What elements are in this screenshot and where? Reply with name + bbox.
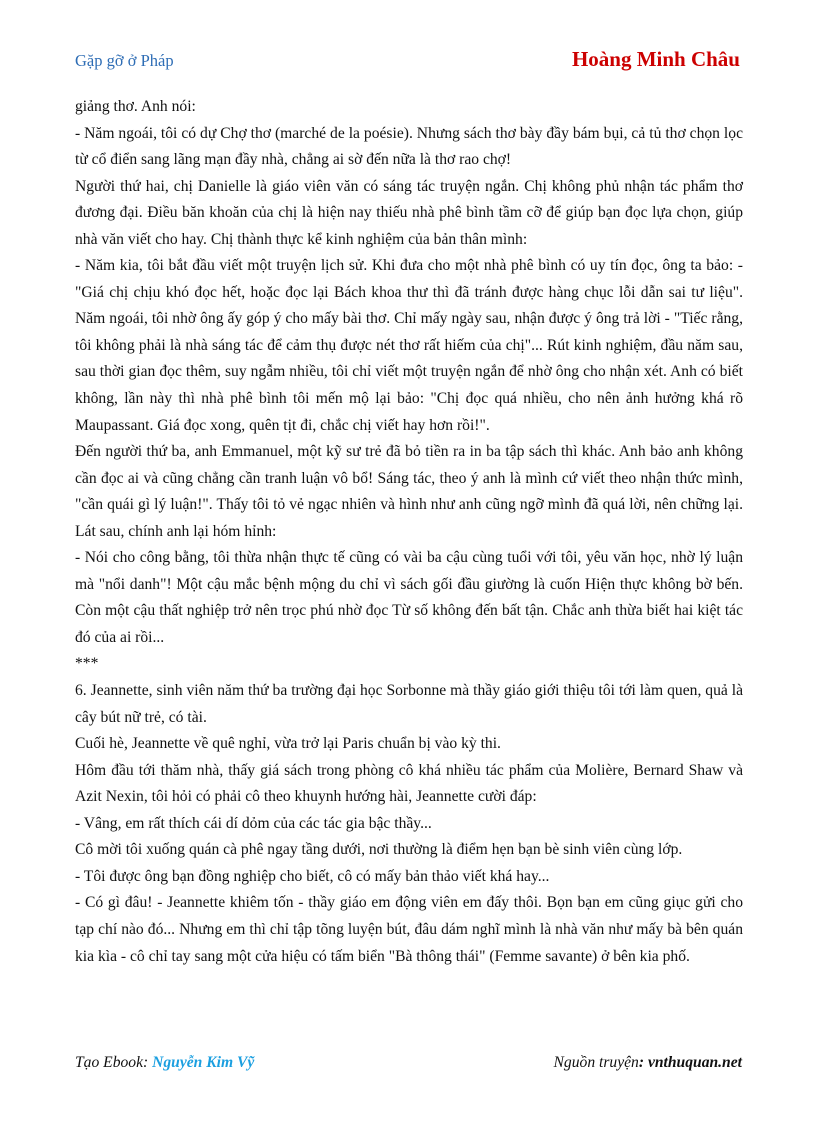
paragraph: Hôm đầu tới thăm nhà, thấy giá sách trong phòng cô khá nhiều tác phẩm của Molière, Bernard Shaw và Azit Nexin, tôi hỏi có phải cô theo khuynh hướng hài, Jeannette cười đáp: <box>75 761 743 806</box>
book-title: Gặp gỡ ở Pháp <box>75 51 174 70</box>
paragraph: giảng thơ. Anh nói: <box>75 98 196 115</box>
paragraph: - Năm ngoái, tôi có dự Chợ thơ (marché de la poésie). Nhưng sách thơ bày đầy bám bụi, cả tủ thơ chọn lọc từ cổ điển sang lãng mạn đầy nhà, chẳng ai sờ đến nữa là thơ rao chợ! <box>75 124 743 169</box>
section-separator: *** <box>75 655 99 673</box>
ebook-credit-separator: : <box>143 1054 153 1071</box>
paragraph: - Nói cho công bằng, tôi thừa nhận thực tế cũng có vài ba cậu cùng tuổi với tôi, yêu văn học, nhờ lý luận mà "nổi danh"! Một cậu mắc bệnh mộng du chỉ vì sách gối đầu giường là cuốn Hiện thực không bờ bến. Còn một cậu thất nghiệp trở nên trọc phú nhờ đọc Từ số không đến bất tận. Chắc anh thừa biết hai kiệt tác đó của ai rồi... <box>75 549 743 646</box>
paragraph: Người thứ hai, chị Danielle là giáo viên văn có sáng tác truyện ngắn. Chị không phủ nhận tác phẩm thơ đương đại. Điều băn khoăn của chị là hiện nay thiếu nhà phê bình tầm cỡ để giúp bạn đọc lựa chọn, giúp nhà văn viết cho hay. Chị thành thực kể kinh nghiệm của bản thân mình: <box>75 177 743 248</box>
source-credit-label: Nguồn truyện <box>553 1054 639 1071</box>
source-credit <box>554 1054 742 1072</box>
source-credit-separator: : <box>638 1054 648 1071</box>
ebook-credit <box>75 1054 254 1072</box>
paragraph: - Có gì đâu! - Jeannette khiêm tốn - thầy giáo em động viên em đấy thôi. Bọn bạn em cũng giục gửi cho tạp chí nào đó... Nhưng em thì chỉ tập tõng luyện bút, đâu dám nghĩ mình là nhà văn như mấy bà bên quán kia kìa - cô chỉ tay sang một cửa hiệu có tấm biển "Bà thông thái" (Femme savante) ở bên kia phố. <box>75 894 743 965</box>
ebook-credit-name: Nguyễn Kim Vỹ <box>152 1054 255 1071</box>
source-credit-name: vnthuquan.net <box>647 1054 742 1071</box>
paragraph: - Vâng, em rất thích cái dí dỏm của các tác gia bậc thầy... <box>75 814 432 832</box>
paragraph: Cô mời tôi xuống quán cà phê ngay tầng dưới, nơi thường là điểm hẹn bạn bè sinh viên cùng lớp. <box>75 841 683 859</box>
paragraph: Cuối hè, Jeannette về quê nghỉ, vừa trở lại Paris chuẩn bị vào kỳ thi. <box>75 735 501 753</box>
ebook-credit-label: Tạo Ebook <box>75 1054 144 1071</box>
author-name: Hoàng Minh Châu <box>571 47 740 71</box>
paragraph: - Năm kia, tôi bắt đầu viết một truyện lịch sử. Khi đưa cho một nhà phê bình có uy tín đọc, ông ta bảo: - "Giá chị chịu khó đọc hết, hoặc đọc lại Bách khoa thư thì đã tránh được hàng chục lỗi dẫn sai tư liệu". Năm ngoái, tôi nhờ ông ấy góp ý cho mấy bài thơ. Chỉ mấy ngày sau, nhận được ý ông trả lời - "Tiếc rằng, tôi không phải là nhà sáng tác để cảm thụ được nét thơ rất hiếm của chị"... Rút kinh nghiệm, đầu năm sau, sau thời gian đọc thêm, suy ngẫm nhiều, tôi chỉ viết một truyện ngắn để nhờ ông cho nhận xét. Anh có biết không, lần này thì nhà phê bình tôi mến mộ lại bảo: "Chị đọc quá nhiều, cho nên ảnh hưởng khá rõ Maupassant. Giá đọc xong, quên tịt đi, chắc chị viết hay hơn rồi!". <box>75 257 743 434</box>
paragraph: 6. Jeannette, sinh viên năm thứ ba trường đại học Sorbonne mà thầy giáo giới thiệu tôi tới làm quen, quả là cây bút nữ trẻ, có tài. <box>75 682 743 726</box>
paragraph: Đến người thứ ba, anh Emmanuel, một kỹ sư trẻ đã bỏ tiền ra in ba tập sách thì khác. Anh bảo anh không cần đọc ai và cũng chẳng cần tranh luận vô bổ! Sáng tác, theo ý anh là mình cứ viết theo nhận thức mình, "cần quái gì lý luận!". Thấy tôi tỏ vẻ ngạc nhiên và hình như anh cũng ngỡ mình đã quá lời, nên chững lại. Lát sau, chính anh lại hóm hỉnh: <box>75 443 743 540</box>
paragraph: - Tôi được ông bạn đồng nghiệp cho biết, cô có mấy bản thảo viết khá hay... <box>75 867 550 885</box>
body-text <box>75 94 743 970</box>
